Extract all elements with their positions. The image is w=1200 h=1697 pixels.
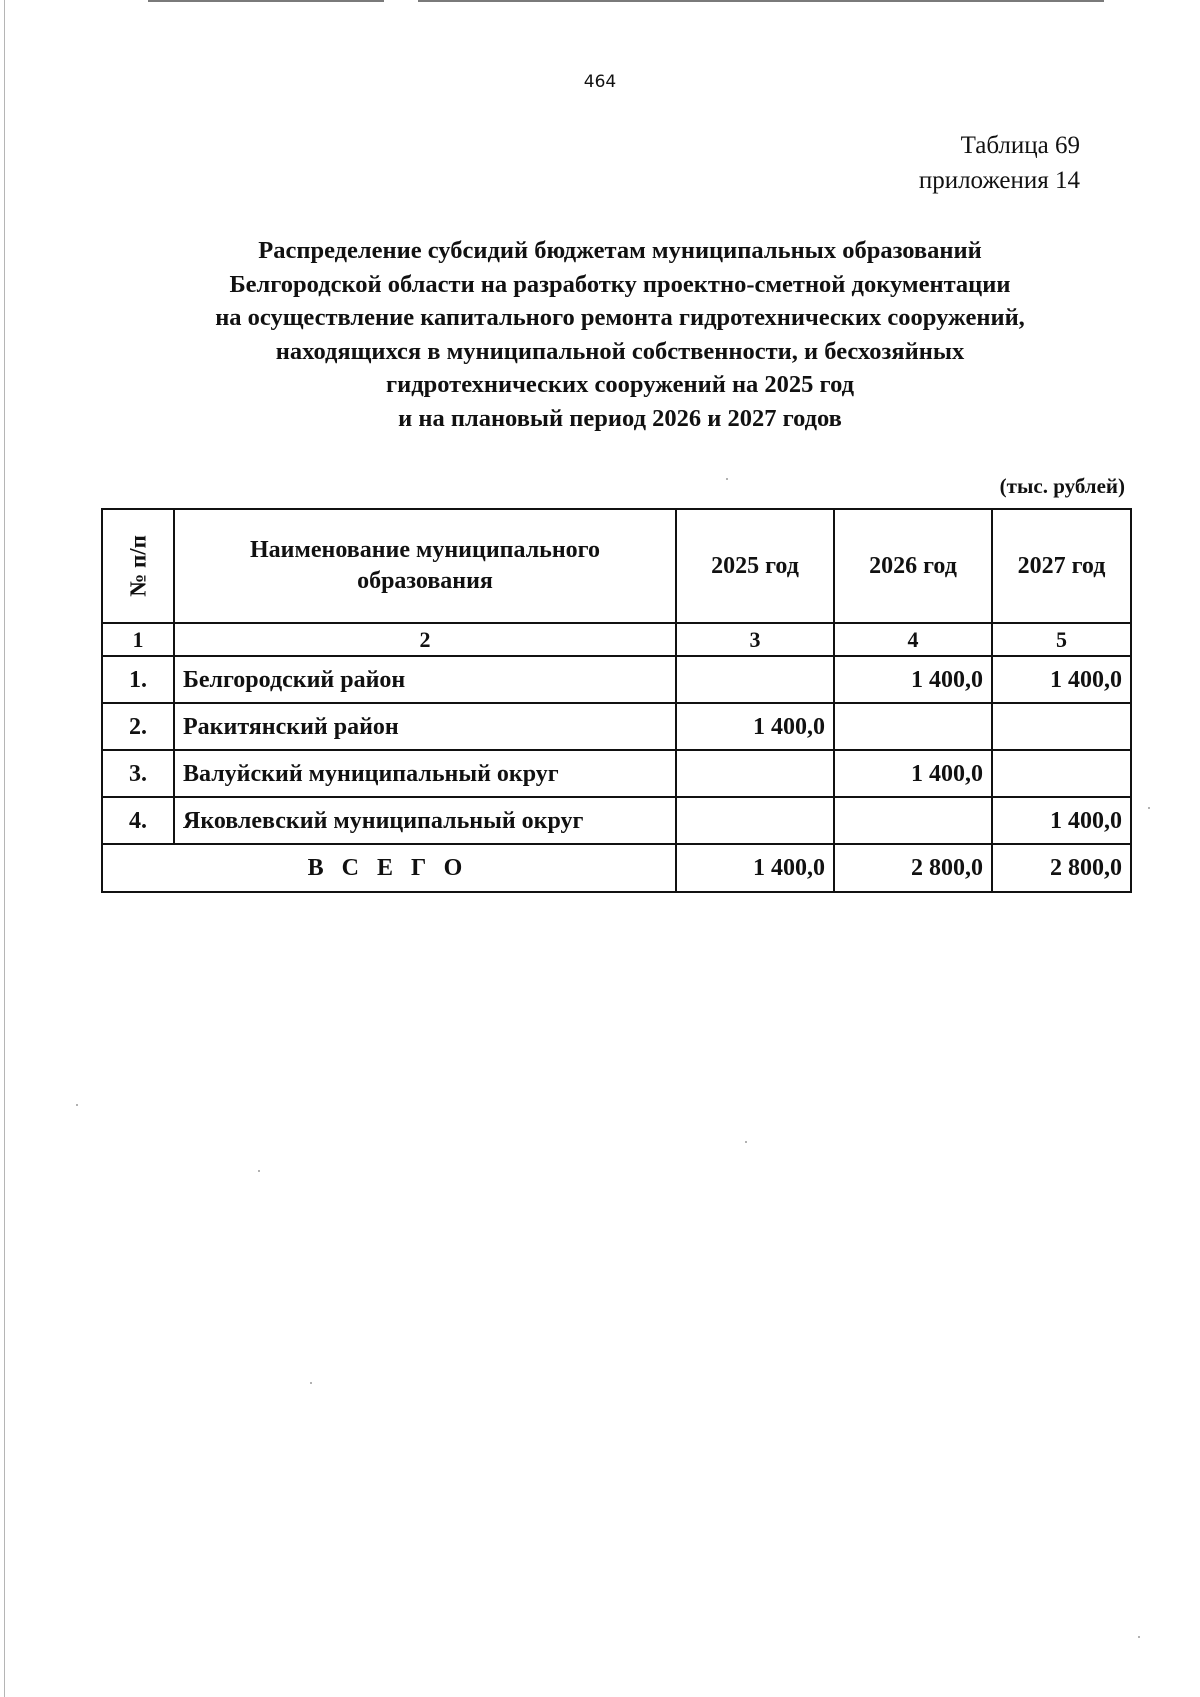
row-value-2027: 1 400,0 [992,797,1131,844]
scan-speck [745,1141,747,1143]
total-value-2027: 2 800,0 [992,844,1131,892]
title-line: Белгородской области на разработку проектно-сметной документации [229,270,1011,298]
column-index: 3 [676,623,834,656]
scan-edge-left [4,0,5,1697]
title-line: на осуществление капитального ремонта гидротехнических сооружений, [215,304,1025,331]
table-reference [800,128,1080,198]
title-line: Распределение субсидий бюджетам муниципальных образований [258,237,982,264]
table-row [102,750,1131,797]
row-number: 2. [102,703,174,750]
units-note: (тыс. рублей) [999,474,1125,498]
header-2027: 2027 год [992,509,1131,623]
row-value-2026: 1 400,0 [834,656,992,703]
row-value-2025 [676,656,834,703]
row-number: 3. [102,750,174,797]
row-value-2025 [676,750,834,797]
table-row [102,703,1131,750]
scan-speck [726,478,728,480]
scan-speck [76,1104,78,1106]
row-number: 4. [102,797,174,844]
scan-edge-top-left [148,0,384,2]
row-value-2025: 1 400,0 [676,703,834,750]
row-value-2026 [834,703,992,750]
title-line: гидротехнических сооружений на 2025 год [385,371,855,398]
row-municipality: Яковлевский муниципальный округ [174,797,676,844]
page-number: 464 [583,72,617,92]
subsidy-table [101,508,1132,893]
document-title [100,234,1140,435]
total-value-2025: 1 400,0 [676,844,834,892]
row-number: 1. [102,656,174,703]
header-2025: 2025 год [676,509,834,623]
scan-edge-top-right [418,0,1104,2]
column-index: 2 [174,623,676,656]
row-value-2027 [992,703,1131,750]
table-row [102,656,1131,703]
row-municipality: Ракитянский район [174,703,676,750]
column-index-row [102,623,1131,656]
scan-speck [258,1170,260,1172]
row-value-2026 [834,797,992,844]
row-value-2027: 1 400,0 [992,656,1131,703]
total-label: ВСЕГО [102,844,676,892]
header-2026: 2026 год [834,509,992,623]
total-row [102,844,1131,892]
total-value-2026: 2 800,0 [834,844,992,892]
scan-speck [310,1382,312,1384]
scan-speck [1148,807,1150,809]
row-value-2025 [676,797,834,844]
header-number [102,509,174,623]
header-number-label: № п/п [125,535,151,597]
title-line: и на плановый период 2026 и 2027 годов [398,404,842,432]
header-row [102,509,1131,623]
column-index: 5 [992,623,1131,656]
table-reference-appendix: приложения 14 [918,167,1080,194]
row-value-2026: 1 400,0 [834,750,992,797]
table-reference-number: Таблица 69 [960,132,1080,159]
column-index: 1 [102,623,174,656]
header-municipality: Наименование муниципального образования [174,509,676,623]
row-municipality: Белгородский район [174,656,676,703]
title-line: находящихся в муниципальной собственности, и бесхозяйных [275,337,965,365]
row-value-2027 [992,750,1131,797]
row-municipality: Валуйский муниципальный округ [174,750,676,797]
table-row [102,797,1131,844]
column-index: 4 [834,623,992,656]
scan-speck [1138,1636,1140,1638]
